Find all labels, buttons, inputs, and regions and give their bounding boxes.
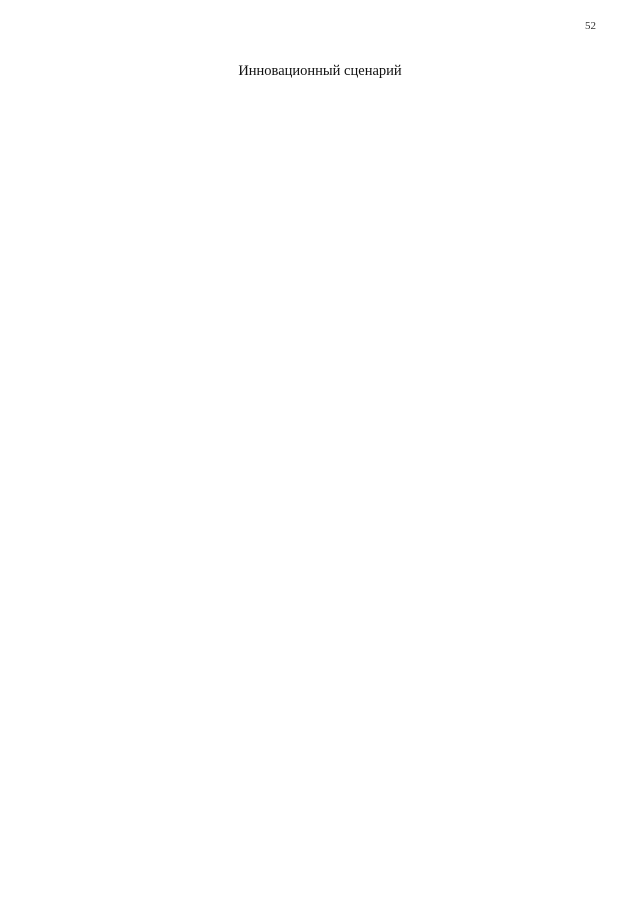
paragraph-2: [87, 253, 607, 348]
paragraph-7: [87, 663, 607, 720]
paragraph-3: [87, 354, 607, 411]
section-heading: Инновационный сценарий: [238, 63, 402, 79]
paragraph-6: [87, 581, 607, 657]
paragraph-8: [87, 726, 607, 859]
paragraph-4: [87, 417, 607, 493]
paragraph-1: [87, 95, 607, 247]
page-number: 52: [585, 20, 596, 32]
paragraph-5: [87, 499, 607, 575]
body-text: [87, 95, 607, 865]
